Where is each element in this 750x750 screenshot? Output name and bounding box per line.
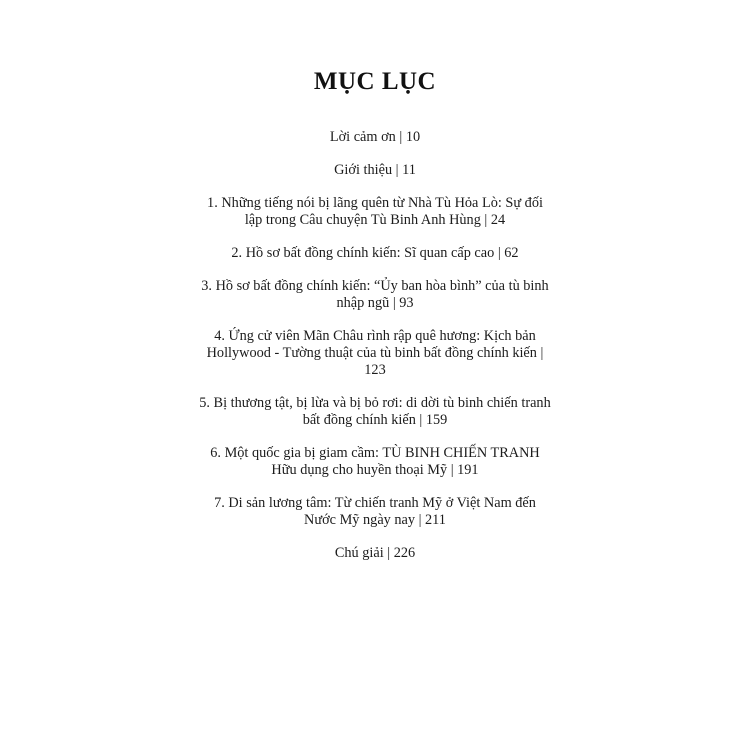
toc-line: 2. Hồ sơ bất đồng chính kiến: Sĩ quan cấp cao | 62 — [231, 245, 519, 261]
toc-line: lập trong Câu chuyện Tù Binh Anh Hùng | 24 — [244, 212, 506, 228]
toc-line: 123 — [364, 362, 386, 378]
page-title: MỤC LỤC — [313, 68, 437, 95]
table-of-contents — [195, 129, 555, 578]
toc-line: Lời cảm ơn | 10 — [329, 129, 421, 145]
toc-line: Hollywood - Tường thuật của tù binh bất đồng chính kiến | — [206, 345, 544, 361]
toc-line: Hữu dụng cho huyền thoại Mỹ | 191 — [271, 462, 479, 478]
toc-entry-chapter-4 — [195, 328, 555, 379]
toc-line: 7. Di sản lương tâm: Từ chiến tranh Mỹ ở Việt Nam đến — [214, 495, 536, 511]
toc-entry-acknowledgements — [195, 129, 555, 146]
toc-line: 1. Những tiếng nói bị lãng quên từ Nhà Tù Hỏa Lò: Sự đối — [207, 195, 543, 211]
toc-entry-chapter-1 — [195, 195, 555, 229]
toc-line: nhập ngũ | 93 — [336, 295, 414, 311]
toc-entry-chapter-3 — [195, 278, 555, 312]
toc-entry-chapter-6 — [195, 445, 555, 479]
toc-line: bất đồng chính kiến | 159 — [302, 412, 448, 428]
toc-line: Chú giải | 226 — [334, 545, 416, 561]
toc-line: 4. Ứng cử viên Mãn Châu rình rập quê hương: Kịch bản — [214, 328, 536, 344]
toc-line: Giới thiệu | 11 — [334, 162, 416, 178]
toc-entry-notes — [195, 545, 555, 562]
toc-line: 6. Một quốc gia bị giam cầm: TÙ BINH CHIẾN TRANH — [210, 445, 540, 461]
toc-line: Nước Mỹ ngày nay | 211 — [304, 512, 446, 528]
toc-entry-chapter-2 — [195, 245, 555, 262]
toc-line: 5. Bị thương tật, bị lừa và bị bỏ rơi: di dời tù binh chiến tranh — [199, 395, 551, 411]
toc-entry-chapter-7 — [195, 495, 555, 529]
toc-line: 3. Hồ sơ bất đồng chính kiến: “Ủy ban hòa bình” của tù binh — [201, 278, 549, 294]
toc-entry-introduction — [195, 162, 555, 179]
toc-entry-chapter-5 — [195, 395, 555, 429]
